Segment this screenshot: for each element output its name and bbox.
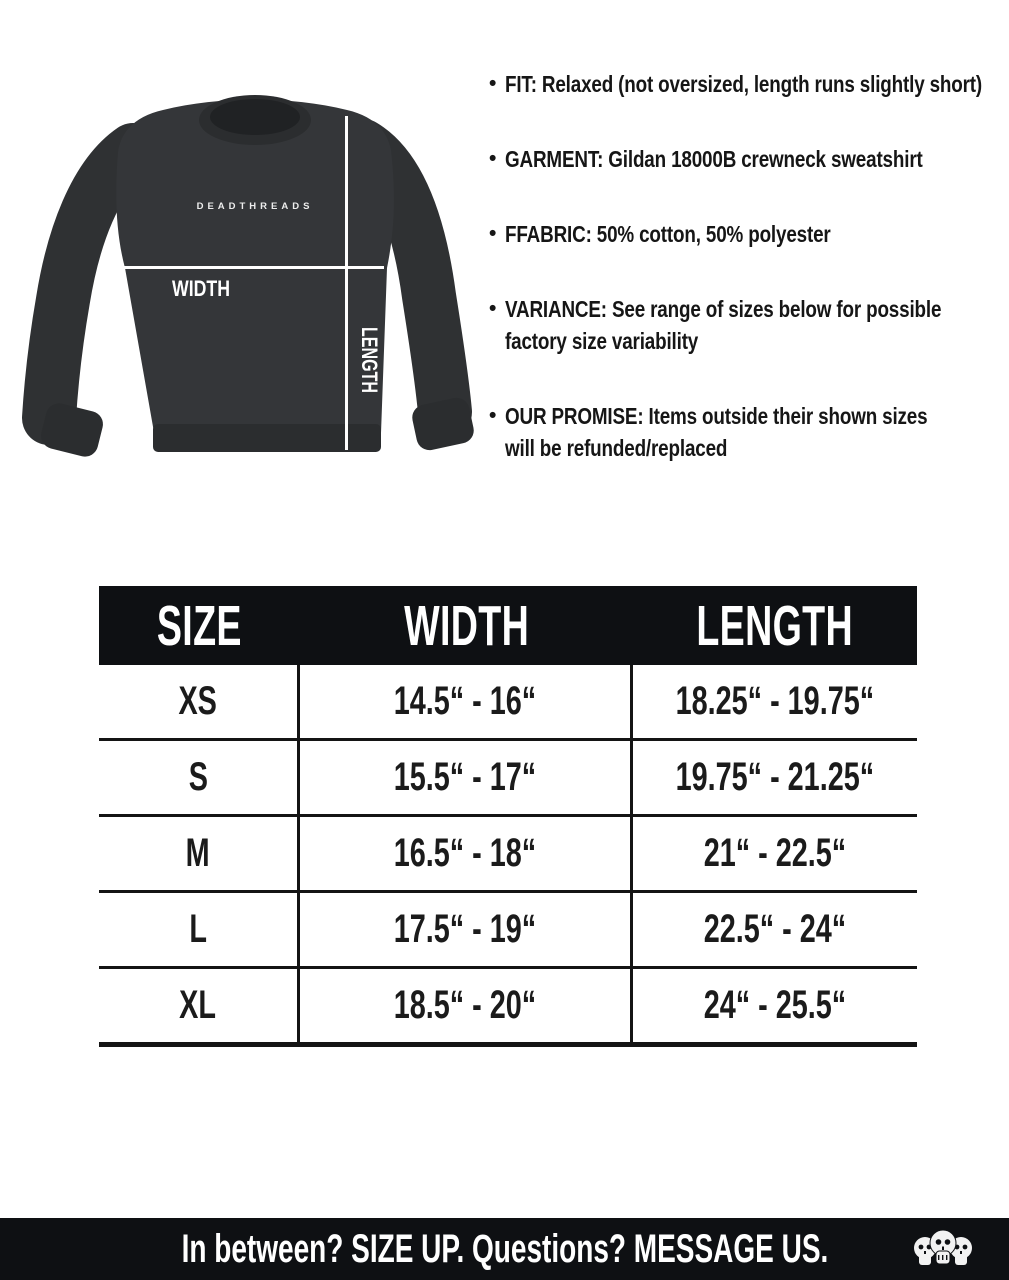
width-measure-line xyxy=(122,266,384,269)
table-row-xl xyxy=(99,969,917,1047)
list-item-garment xyxy=(489,143,1005,175)
table-row-s xyxy=(99,741,917,817)
sweatshirt-body xyxy=(116,100,394,445)
list-item-variance xyxy=(489,293,1005,357)
width-cell: 15.5“ - 17“ xyxy=(300,741,633,814)
size-cell: S xyxy=(99,741,300,814)
bullet-line: FIT: Relaxed (not oversized, length runs slightly short) xyxy=(505,71,983,97)
size-chart-table xyxy=(99,586,917,1047)
footer-message: In between? SIZE UP. Questions? MESSAGE US. xyxy=(181,1226,828,1271)
width-cell: 17.5“ - 19“ xyxy=(300,893,633,966)
list-item-promise xyxy=(489,400,1005,464)
bullet-line: factory size variability xyxy=(505,328,699,354)
bullet-line: will be refunded/replaced xyxy=(505,435,728,461)
sweatshirt-illustration xyxy=(15,88,485,466)
length-cell: 18.25“ - 19.75“ xyxy=(675,679,875,723)
length-measure-line xyxy=(345,116,348,450)
size-cell: XS xyxy=(99,665,300,738)
size-cell: L xyxy=(99,893,300,966)
bullet-line: FFABRIC: 50% cotton, 50% polyester xyxy=(505,221,831,247)
bullet-icon: • xyxy=(489,147,497,170)
bullet-line: VARIANCE: See range of sizes below for possible xyxy=(505,296,942,322)
header-size: SIZE xyxy=(157,593,242,658)
bullet-line: OUR PROMISE: Items outside their shown sizes xyxy=(505,403,928,429)
width-cell: 14.5“ - 16“ xyxy=(300,665,633,738)
header-width: WIDTH xyxy=(404,593,529,658)
table-header-row xyxy=(99,586,917,665)
width-measure-label: WIDTH xyxy=(172,276,230,301)
product-details-list xyxy=(489,68,1005,507)
width-cell: 16.5“ - 18“ xyxy=(300,817,633,890)
length-cell: 21“ - 22.5“ xyxy=(703,831,847,875)
left-cuff xyxy=(38,401,105,460)
table-row-l xyxy=(99,893,917,969)
table-row-xs xyxy=(99,665,917,741)
list-item-fit xyxy=(489,68,1005,100)
length-cell: 19.75“ - 21.25“ xyxy=(675,755,875,799)
garment-diagram xyxy=(15,88,485,466)
header-length: LENGTH xyxy=(696,593,854,658)
bullet-icon: • xyxy=(489,222,497,245)
bullet-icon: • xyxy=(489,72,497,95)
width-cell: 18.5“ - 20“ xyxy=(300,969,633,1042)
three-skulls-icon xyxy=(903,1224,983,1274)
length-measure-label: LENGTH xyxy=(357,327,382,418)
length-cell: 22.5“ - 24“ xyxy=(703,907,847,951)
list-item-fabric xyxy=(489,218,1005,250)
table-row-m xyxy=(99,817,917,893)
collar-opening xyxy=(210,99,300,135)
bullet-icon: • xyxy=(489,404,497,427)
chest-brand-label: DEADTHREADS xyxy=(196,201,314,212)
bullet-icon: • xyxy=(489,297,497,320)
size-cell: M xyxy=(99,817,300,890)
size-cell: XL xyxy=(99,969,300,1042)
footer-bar xyxy=(0,1218,1009,1280)
length-cell: 24“ - 25.5“ xyxy=(703,983,847,1027)
bullet-line: GARMENT: Gildan 18000B crewneck sweatshirt xyxy=(505,146,923,172)
